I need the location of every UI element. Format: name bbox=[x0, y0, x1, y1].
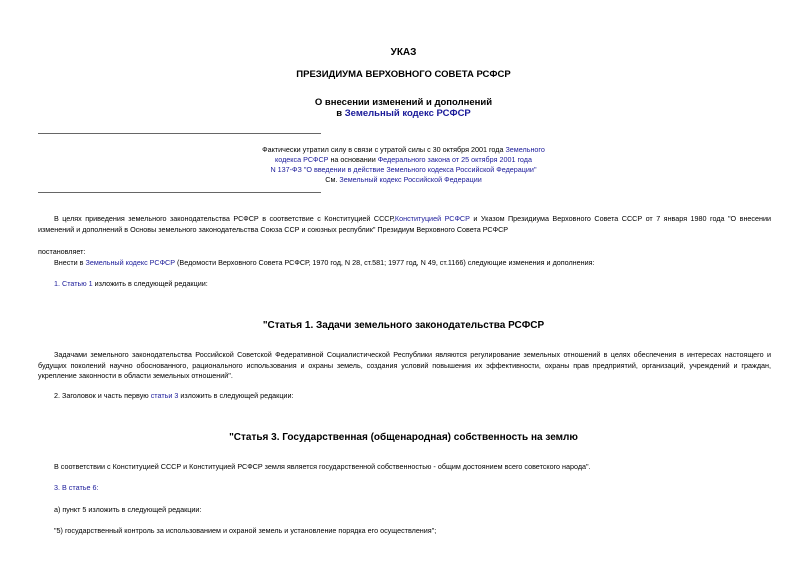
rsfsr-constitution-link[interactable]: Конституцией РСФСР bbox=[394, 214, 470, 223]
article-3-link[interactable]: статьи 3 bbox=[150, 391, 179, 400]
article-3-text: В соответствии с Конституцией СССР и Конституцией РСФСР земля является государственной собственностью - общим достоянием всего советского народа". bbox=[54, 462, 591, 471]
notice-link-rsfsr-code[interactable]: кодекса РСФСР bbox=[275, 155, 329, 164]
preamble-text-b: и Указом Президиума Верховного Совета СССР от 7 января 1980 года "О внесении изменений и дополнений в Основы земельного законодательства Союза ССР и союзных республик" Президиум Верховного Совета РСФСР bbox=[38, 214, 771, 234]
item-1-number: 1. bbox=[54, 279, 62, 288]
notice-text-2: на основании bbox=[328, 155, 378, 164]
notice-line-4 bbox=[0, 175, 807, 185]
validity-notice bbox=[0, 145, 807, 185]
notice-line-2 bbox=[0, 155, 807, 165]
article-3-heading: "Статья 3. Государственная (общенародная) собственность на землю bbox=[229, 432, 578, 443]
resolves-text: постановляет: bbox=[38, 247, 86, 256]
item-2-text-a: 2. Заголовок и часть первую bbox=[54, 391, 151, 400]
item-2 bbox=[54, 391, 293, 402]
subject-prefix: в bbox=[336, 108, 345, 119]
item-1 bbox=[54, 279, 208, 290]
notice-text-1: Фактически утратил силу в связи с утратой силы с 30 октября 2001 года bbox=[262, 145, 506, 154]
item-3-colon: : bbox=[96, 483, 99, 492]
decree-authority: ПРЕЗИДИУМА ВЕРХОВНОГО СОВЕТА РСФСР bbox=[296, 69, 511, 80]
notice-link-federal-law[interactable]: Федерального закона от 25 октября 2001 года bbox=[377, 155, 532, 164]
amendment-intro-b: (Ведомости Верховного Совета РСФСР, 1970 год, N 28, ст.581; 1977 год, N 49, ст.1166) следующие изменения и дополнения: bbox=[175, 258, 595, 267]
amendment-intro bbox=[54, 258, 771, 269]
article-1-heading: "Статья 1. Задачи земельного законодательства РСФСР bbox=[262, 320, 545, 331]
decree-subject-line2 bbox=[0, 108, 807, 119]
notice-line-3 bbox=[0, 165, 807, 175]
article-6-link[interactable]: статье 6 bbox=[68, 483, 97, 492]
notice-link-law-number[interactable]: N 137-ФЗ "О введении в действие Земельного кодекса Российской Федерации" bbox=[270, 165, 537, 174]
item-3-number: 3. В bbox=[54, 483, 69, 492]
amendment-intro-a: Внести в bbox=[54, 258, 86, 267]
preamble-paragraph bbox=[38, 214, 771, 235]
land-code-link-2[interactable]: Земельный кодекс РСФСР bbox=[85, 258, 176, 267]
decree-subject-line1: О внесении изменений и дополнений bbox=[314, 97, 493, 108]
item-3a-text: "5) государственный контроль за использованием и охраной земель и установление порядка его осуществления"; bbox=[54, 526, 437, 535]
item-3a: а) пункт 5 изложить в следующей редакции: bbox=[54, 505, 202, 514]
notice-text-4: См. bbox=[325, 175, 340, 184]
item-2-text-b: изложить в следующей редакции: bbox=[178, 391, 294, 400]
preamble-text-a: В целях приведения земельного законодательства РСФСР в соответствие с Конституцией СССР, bbox=[54, 214, 395, 223]
item-1-text: изложить в следующей редакции: bbox=[92, 279, 208, 288]
notice-line-1 bbox=[0, 145, 807, 155]
bottom-divider bbox=[38, 192, 321, 193]
notice-link-rf-land-code[interactable]: Земельный кодекс Российской Федерации bbox=[339, 175, 482, 184]
top-divider bbox=[38, 133, 321, 134]
notice-link-land-code[interactable]: Земельного bbox=[505, 145, 545, 154]
article-1-link[interactable]: Статью 1 bbox=[62, 279, 93, 288]
land-code-link[interactable]: Земельный кодекс РСФСР bbox=[344, 108, 471, 119]
decree-title: УКАЗ bbox=[390, 47, 417, 58]
article-1-text: Задачами земельного законодательства Российской Советской Федеративной Социалистической Республики являются регулирование земельных отношений в целях обеспечения в интересах настоящего и будущих поколений научно обоснованного, рационального использования и охраны земель, создания условий повышения их эффективности, охраны прав предприятий, организаций, учреждений и граждан, укрепление законности в области земельных отношений". bbox=[38, 350, 771, 380]
item-3 bbox=[54, 483, 98, 494]
